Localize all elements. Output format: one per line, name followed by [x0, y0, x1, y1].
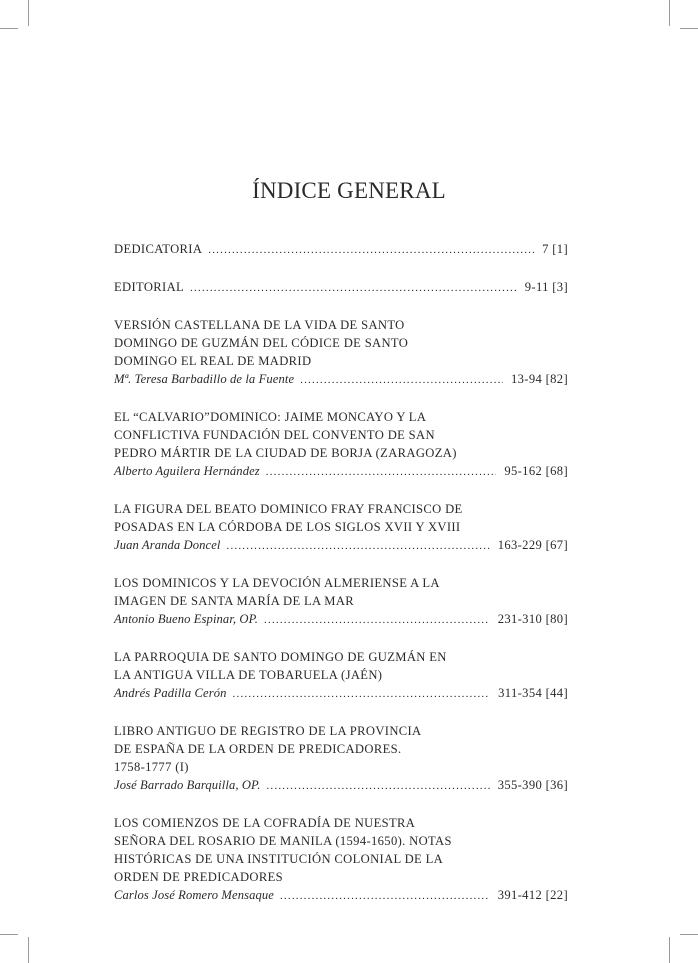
toc-entry — [114, 574, 568, 629]
entry-leader-row — [114, 776, 568, 795]
entry-title-line: DE ESPAÑA DE LA ORDEN DE PREDICADORES. — [114, 742, 402, 756]
page-range: 95-162 [68] — [504, 464, 568, 478]
dot-leader — [266, 777, 489, 795]
entry-leader-row — [114, 240, 568, 259]
dot-leader — [300, 371, 503, 389]
entry-title-line: SEÑORA DEL ROSARIO DE MANILA (1594-1650). NOTAS — [114, 834, 452, 848]
entry-author: Andrés Padilla Cerón — [114, 686, 227, 700]
entry-leader-row — [114, 886, 568, 905]
entry-title-line: LA FIGURA DEL BEATO DOMINICO FRAY FRANCISCO DE — [114, 502, 463, 516]
page-range: 231-310 [80] — [497, 612, 568, 626]
table-of-contents — [114, 240, 568, 924]
page-range: 7 [1] — [542, 242, 568, 256]
dot-leader — [233, 685, 491, 703]
dot-leader — [227, 537, 490, 555]
crop-mark — [28, 0, 29, 26]
page-title: ÍNDICE GENERAL — [252, 178, 446, 203]
entry-leader-row — [114, 462, 568, 481]
entry-title-line: 1758-1777 (I) — [114, 760, 189, 774]
crop-mark — [669, 937, 670, 963]
toc-entry — [114, 316, 568, 389]
entry-author: José Barrado Barquilla, OP. — [114, 778, 261, 792]
entry-author: Alberto Aguilera Hernández — [114, 464, 260, 478]
entry-title-line: LA PARROQUIA DE SANTO DOMINGO DE GUZMÁN EN — [114, 650, 447, 664]
entry-leader-row — [114, 684, 568, 703]
entry-title-line: EL “CALVARIO”DOMINICO: JAIME MONCAYO Y LA — [114, 410, 427, 424]
dot-leader — [190, 279, 517, 297]
page-range: 311-354 [44] — [498, 686, 568, 700]
entry-title-line: LA ANTIGUA VILLA DE TOBARUELA (JAÉN) — [114, 668, 383, 682]
entry-leader-row — [114, 370, 568, 389]
entry-title-line: POSADAS EN LA CÓRDOBA DE LOS SIGLOS XVII Y XVIII — [114, 520, 461, 534]
entry-title-line: LOS COMIENZOS DE LA COFRADÍA DE NUESTRA — [114, 816, 416, 830]
entry-leader-row — [114, 278, 568, 297]
entry-leader-row — [114, 610, 568, 629]
entry-title-line: IMAGEN DE SANTA MARÍA DE LA MAR — [114, 594, 355, 608]
entry-title-line: LIBRO ANTIGUO DE REGISTRO DE LA PROVINCIA — [114, 724, 422, 738]
entry-title-line: HISTÓRICAS DE UNA INSTITUCIÓN COLONIAL DE LA — [114, 852, 444, 866]
entry-title-line: DOMINGO EL REAL DE MADRID — [114, 354, 312, 368]
entry-author: Mª. Teresa Barbadillo de la Fuente — [114, 372, 295, 386]
entry-author: Carlos José Romero Mensaque — [114, 888, 274, 902]
dot-leader — [266, 463, 497, 481]
entry-title: DEDICATORIA — [114, 242, 203, 256]
toc-entry — [114, 500, 568, 555]
entry-author: Antonio Bueno Espinar, OP. — [114, 612, 259, 626]
toc-entry — [114, 722, 568, 795]
toc-entry — [114, 408, 568, 481]
crop-mark — [0, 28, 18, 29]
page-range: 13-94 [82] — [510, 372, 568, 386]
page-range: 163-229 [67] — [497, 538, 568, 552]
entry-title-line: DOMINGO DE GUZMÁN DEL CÓDICE DE SANTO — [114, 336, 409, 350]
entry-title-line: PEDRO MÁRTIR DE LA CIUDAD DE BORJA (ZARAGOZA) — [114, 446, 457, 460]
crop-mark — [28, 937, 29, 963]
toc-entry — [114, 648, 568, 703]
page-range: 355-390 [36] — [497, 778, 568, 792]
entry-title-line: CONFLICTIVA FUNDACIÓN DEL CONVENTO DE SAN — [114, 428, 435, 442]
toc-entry — [114, 814, 568, 905]
toc-entry — [114, 240, 568, 259]
crop-mark — [669, 0, 670, 26]
dot-leader — [208, 241, 534, 259]
crop-mark — [0, 934, 18, 935]
page-range: 9-11 [3] — [524, 280, 568, 294]
dot-leader — [280, 887, 490, 905]
page-range: 391-412 [22] — [497, 888, 568, 902]
crop-mark — [680, 28, 698, 29]
entry-author: Juan Aranda Doncel — [114, 538, 221, 552]
crop-mark — [680, 934, 698, 935]
entry-leader-row — [114, 536, 568, 555]
entry-title-line: ORDEN DE PREDICADORES — [114, 870, 283, 884]
toc-entry — [114, 278, 568, 297]
entry-title-line: VERSIÓN CASTELLANA DE LA VIDA DE SANTO — [114, 318, 405, 332]
entry-title: EDITORIAL — [114, 280, 185, 294]
dot-leader — [264, 611, 490, 629]
entry-title-line: LOS DOMINICOS Y LA DEVOCIÓN ALMERIENSE A LA — [114, 576, 440, 590]
